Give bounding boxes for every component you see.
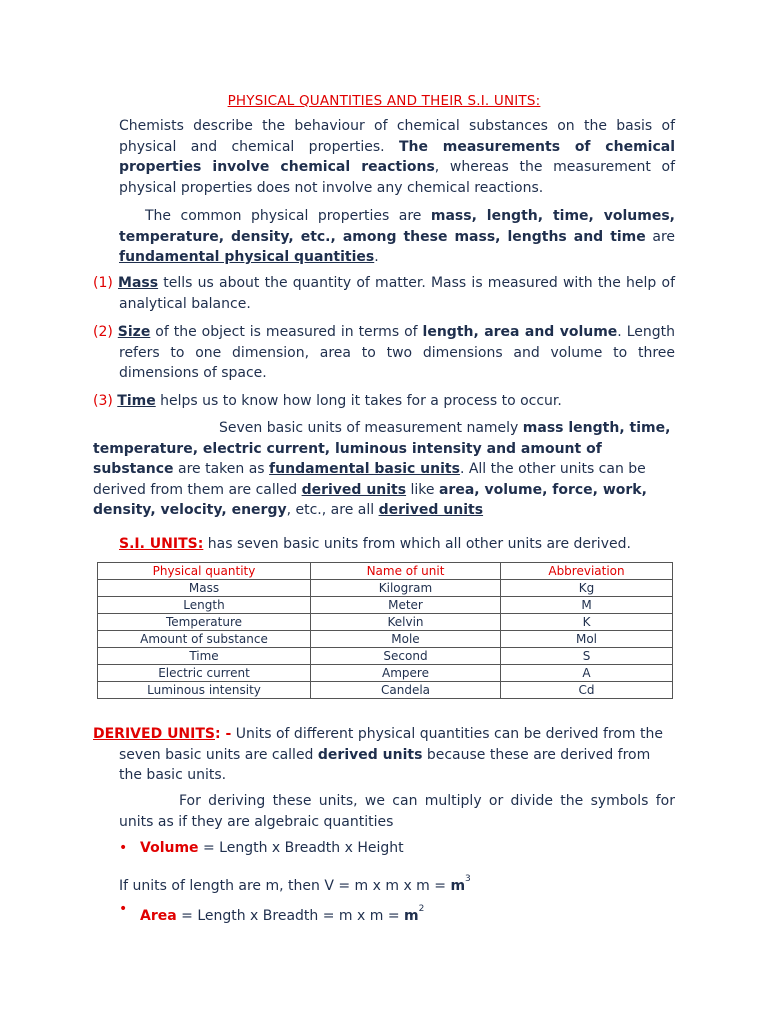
page-title: PHYSICAL QUANTITIES AND THEIR S.I. UNITS: (227, 93, 541, 109)
derived-units-term: derived units (301, 481, 407, 498)
table-cell: Mole (311, 631, 501, 648)
table-cell: Kelvin (311, 614, 501, 631)
table-cell: Time (98, 648, 311, 665)
table-cell: Temperature (98, 614, 311, 631)
area-unit: m (404, 908, 419, 924)
list-item-mass (93, 273, 675, 314)
bullet-area (119, 899, 424, 926)
table-cell: Candela (311, 682, 501, 699)
si-units-heading (119, 536, 631, 552)
bullet-volume (119, 838, 404, 858)
table-row (98, 597, 673, 614)
table-cell: Length (98, 597, 311, 614)
volume-calc-text: If units of length are m, then V = m x m x m = (119, 878, 451, 894)
seven-text-1: Seven basic units of measurement namely (219, 420, 523, 436)
item-text-2: . Length refers to one dimension, area to two dimensions and volume to three dimensions of space. (119, 324, 675, 381)
derived-units-label: DERIVED UNITS (93, 726, 215, 742)
derived-units-dash: : - (215, 726, 232, 742)
table-cell: Meter (311, 597, 501, 614)
volume-exponent: 3 (465, 874, 471, 884)
derived-units-paragraph (93, 724, 675, 786)
table-cell: Electric current (98, 665, 311, 682)
item-text: tells us about the quantity of matter. Mass is measured with the help of analytical balance. (119, 275, 675, 312)
intro-bold: The measurements of chemical properties involve chemical reactions (119, 138, 675, 175)
item-number: (3) (93, 393, 118, 409)
seven-bold-2: area, volume, force, work, density, velocity, energy (93, 481, 647, 518)
table-cell: A (501, 665, 673, 682)
list-item-size (93, 322, 675, 384)
item-number: (1) (93, 275, 119, 291)
volume-label: Volume (140, 840, 199, 856)
table-row (98, 648, 673, 665)
item-term-time: Time (117, 393, 156, 409)
fundamental-basic-units-term: fundamental basic units (269, 461, 460, 477)
table-row (98, 682, 673, 699)
item-text: helps us to know how long it takes for a process to occur. (155, 393, 562, 409)
common-text-1: The common physical properties are (145, 208, 431, 224)
table-cell: Cd (501, 682, 673, 699)
bullet-icon: • (119, 901, 128, 917)
table-cell: Second (311, 648, 501, 665)
table-cell: K (501, 614, 673, 631)
si-units-text: has seven basic units from which all other units are derived. (203, 536, 631, 552)
item-term-mass: Mass (118, 275, 159, 291)
table-cell: Kg (501, 580, 673, 597)
seven-text-4: like (406, 481, 439, 498)
column-header: Physical quantity (98, 563, 311, 580)
si-units-label: S.I. UNITS: (119, 536, 204, 552)
common-text-2: are (645, 228, 676, 245)
table-cell: S (501, 648, 673, 665)
table-cell: Luminous intensity (98, 682, 311, 699)
intro-text-1: Chemists describe the behaviour of chemical substances on the basis of physical and chemical properties. (119, 118, 675, 155)
volume-text: = Length x Breadth x Height (198, 840, 404, 856)
table-cell: Amount of substance (98, 631, 311, 648)
area-text: = Length x Breadth = m x m = (176, 908, 405, 924)
common-text-3: . (374, 249, 379, 265)
column-header: Name of unit (311, 563, 501, 580)
table-cell: M (501, 597, 673, 614)
derived-text-2: because these are derived from the basic units. (119, 746, 651, 783)
seven-units-paragraph (93, 418, 675, 521)
table-cell: Kilogram (311, 580, 501, 597)
item-text-1: of the object is measured in terms of (150, 324, 423, 340)
seven-text-3: . All the other units can be derived from them are called (93, 461, 646, 498)
fundamental-quantities-term: fundamental physical quantities (119, 249, 375, 265)
bullet-icon: • (119, 840, 128, 856)
seven-bold-1: mass length, time, temperature, electric current, luminous intensity and amount of substance (93, 420, 671, 477)
volume-calculation (119, 869, 471, 896)
list-item-time (93, 391, 675, 412)
derived-units-term-2: derived units (378, 502, 484, 518)
table-cell: Mol (501, 631, 673, 648)
common-properties-paragraph (119, 206, 675, 268)
table-cell: Mass (98, 580, 311, 597)
seven-text-2: are taken as (173, 461, 270, 477)
item-bold: length, area and volume (422, 324, 618, 340)
si-units-table (97, 562, 673, 699)
common-bold: mass, length, time, volumes, temperature, density, etc., among these mass, lengths and time (119, 208, 675, 245)
table-row (98, 614, 673, 631)
table-row (98, 580, 673, 597)
derived-text-1: Units of different physical quantities can be derived from the seven basic units are called (119, 726, 663, 763)
table-row (98, 665, 673, 682)
intro-paragraph (119, 116, 675, 198)
table-cell: Ampere (311, 665, 501, 682)
area-label: Area (140, 908, 177, 924)
area-exponent: 2 (418, 904, 425, 914)
derived-bold: derived units (317, 746, 423, 763)
deriving-paragraph: For deriving these units, we can multiply or divide the symbols for units as if they are algebraic quantities (119, 793, 675, 830)
column-header: Abbreviation (501, 563, 673, 580)
item-number: (2) (93, 324, 118, 340)
table-row (98, 631, 673, 648)
table-header-row (98, 563, 673, 580)
intro-text-2: , whereas the measurement of physical properties does not involve any chemical reactions. (119, 159, 675, 196)
seven-text-5: , etc., are all (286, 502, 379, 518)
item-term-size: Size (117, 324, 151, 340)
volume-unit: m (450, 878, 466, 894)
